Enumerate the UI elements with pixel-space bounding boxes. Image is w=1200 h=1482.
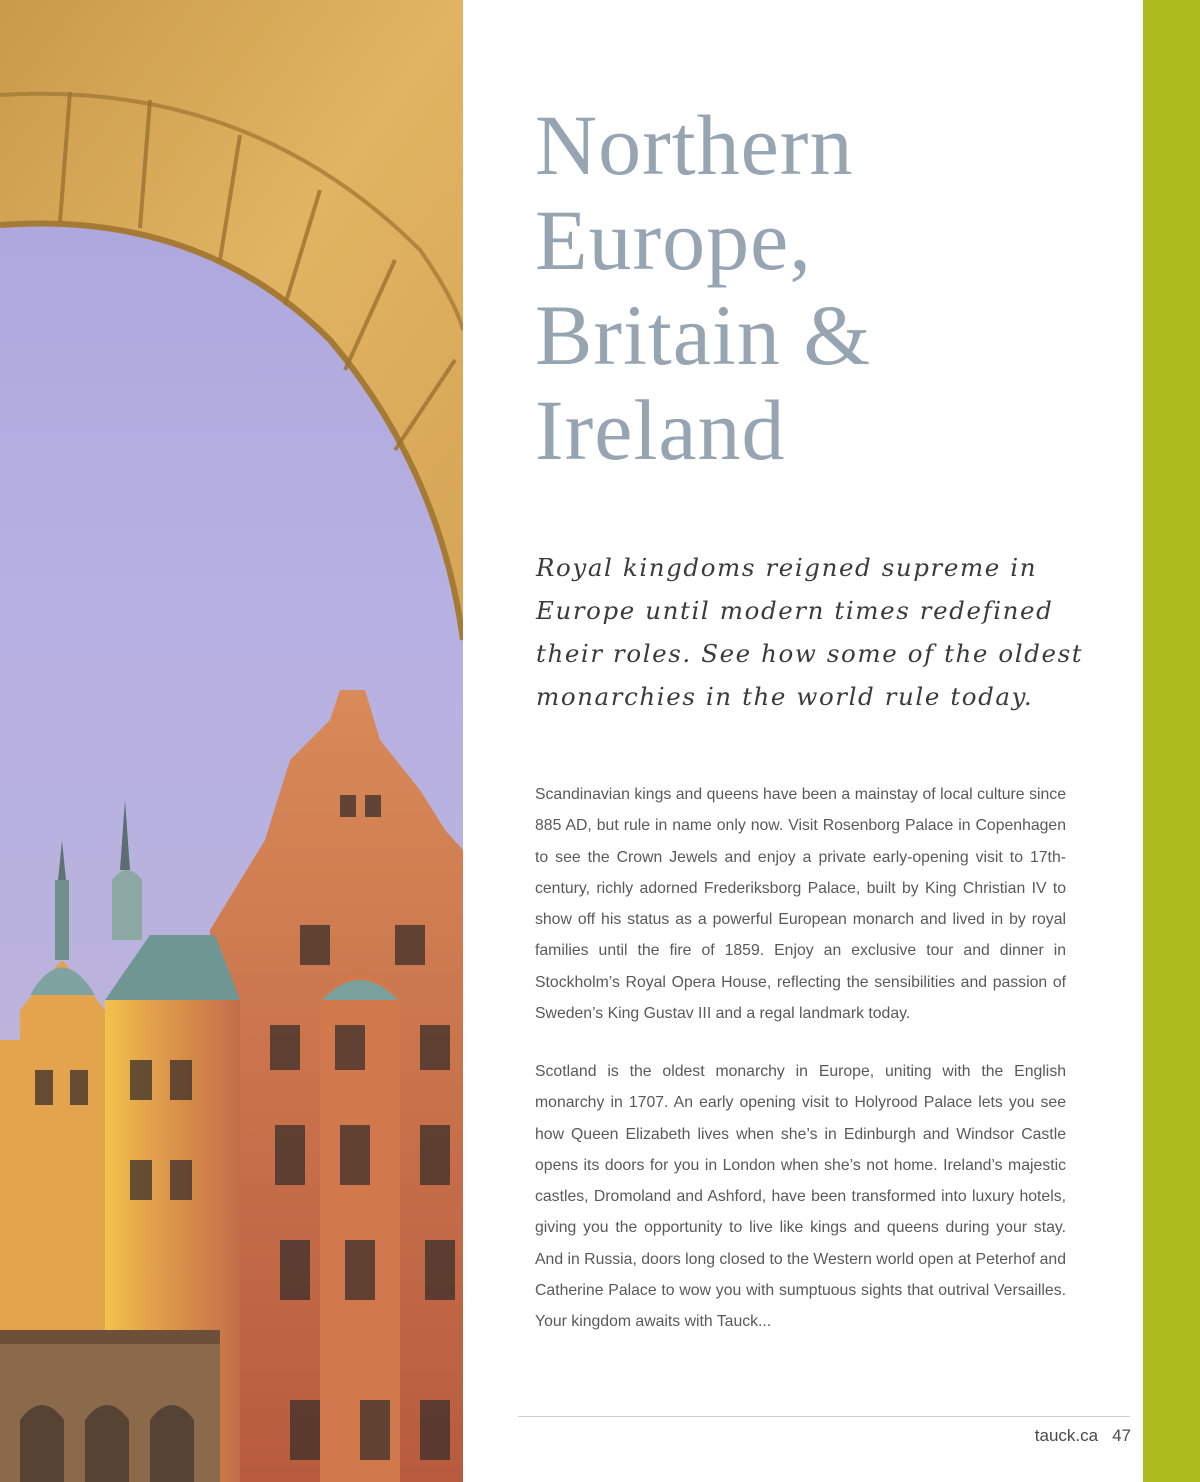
footer-website: tauck.ca [1034,1426,1099,1445]
palace-building [0,690,463,1482]
body-paragraph-scotland: Scotland is the oldest monarchy in Europe, uniting with the English monarchy in 1707. An early opening visit to Holyrood Palace lets you see how Queen Elizabeth lives when she’s in Edinburgh and Windsor Castle opens its doors for you in London when she’s not home. Ireland’s majestic castles, Dromoland and Ashford, have been transformed into luxury hotels, giving you the opportunity to live like kings and queens during your stay. And in Russia, doors long closed to the Western world open at Peterhof and Catherine Palace to wow you with sumptuous sights that outrival Versailles. Your kingdom awaits with Tauck... [535,1063,1066,1331]
title-line: Northern [535,97,854,193]
title-line: Ireland [535,382,786,478]
ground-arches [20,1405,194,1482]
page-title [535,98,1115,478]
palace-photo [0,0,463,1482]
palace-illustration [0,0,463,1482]
body-paragraph-scandinavia: Scandinavian kings and queens have been a mainstay of local culture since 885 AD, but rule in name only now. Visit Rosenborg Palace in Copenhagen to see the Crown Jewels and enjoy a private early-opening visit to 17th-century, richly adorned Frederiksborg Palace, built by King Christian IV to show off his status as a powerful European monarch and lived in by royal families until the fire of 1859. Enjoy an exclusive tour and dinner in Stockholm’s Royal Opera House, reflecting the sensibilities and passion of Sweden’s King Gustav III and a regal landmark today. [535,786,1066,1023]
page-footer [900,1426,1131,1446]
stone-arch [0,0,463,640]
title-line: Britain & [535,287,872,383]
page-number: 47 [1112,1426,1131,1445]
accent-stripe [1143,0,1200,1482]
footer-divider [518,1416,1130,1417]
title-line: Europe, [535,192,812,288]
intro-text: Royal kingdoms reigned supreme in Europe until modern times redefined their roles. See how some of the oldest monarchies in the world rule today. [536,553,1084,711]
